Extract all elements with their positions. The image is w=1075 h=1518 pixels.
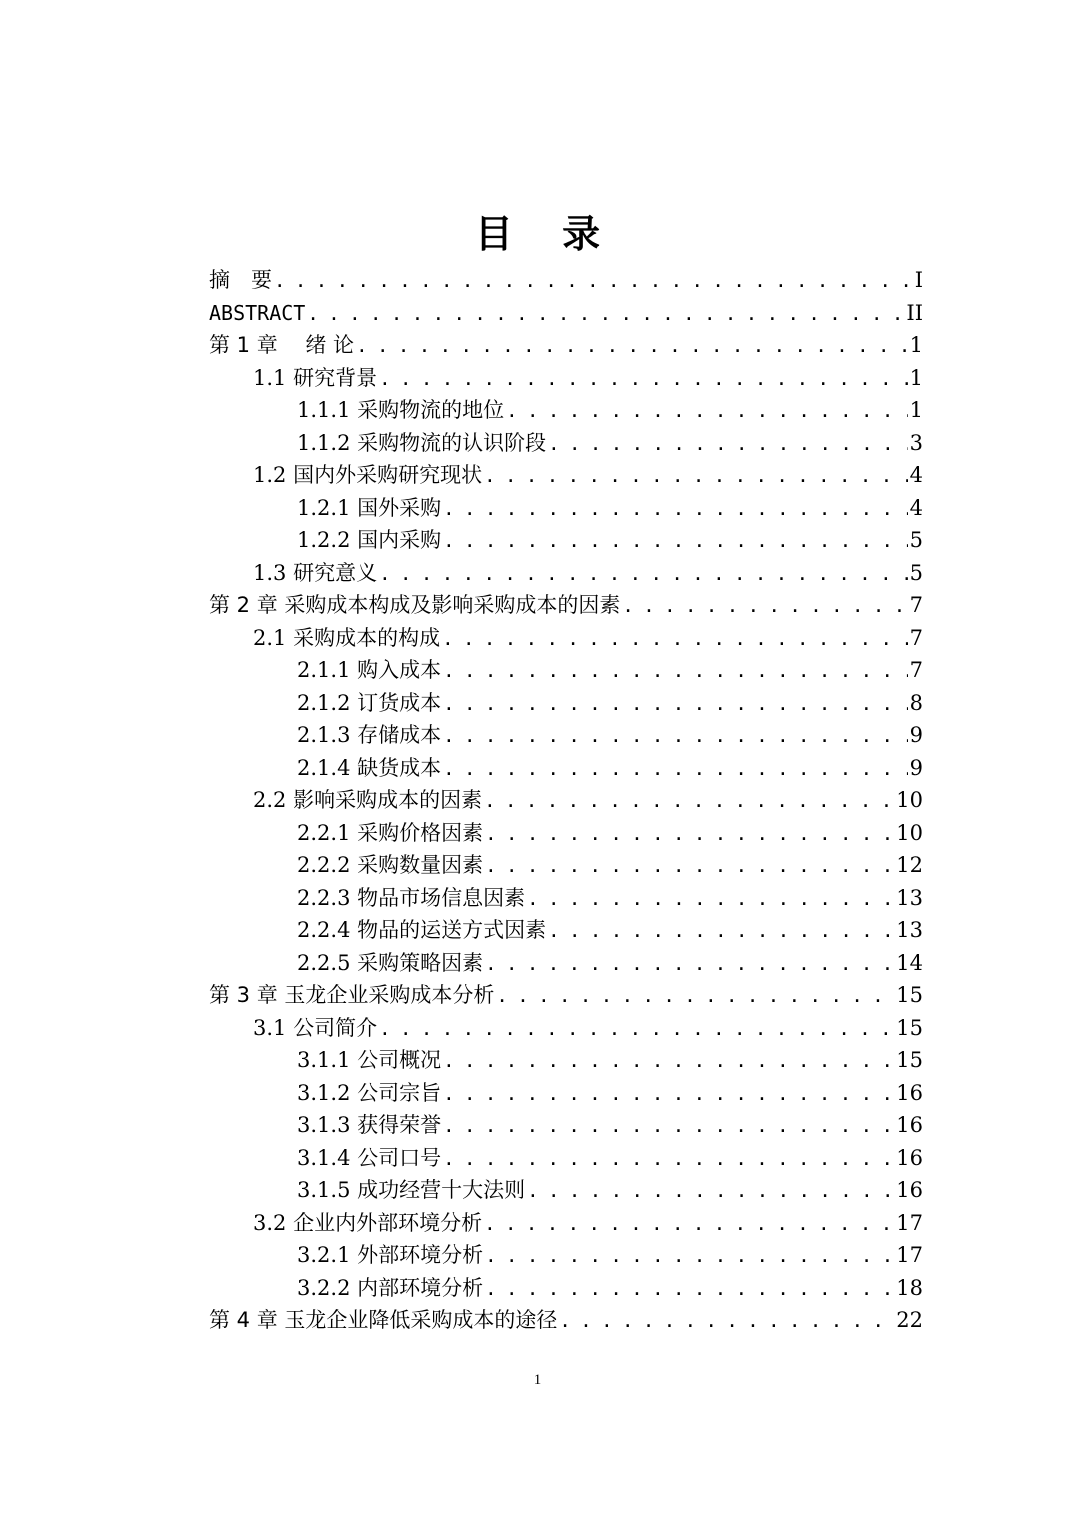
toc-entry[interactable] [209, 1207, 923, 1240]
toc-dot-leader [443, 1045, 894, 1078]
toc-dot-leader [443, 1143, 894, 1176]
toc-dot-leader [484, 1208, 894, 1241]
toc-entry-label: 2.1.3 存储成本 [297, 723, 442, 747]
toc-dot-leader [548, 915, 894, 948]
toc-dot-leader [443, 720, 908, 753]
toc-entry-page: I [914, 268, 923, 292]
toc-entry-label: 2.2.5 采购策略因素 [297, 950, 484, 975]
toc-entry[interactable] [209, 622, 923, 655]
toc-entry-page: 13 [896, 918, 923, 942]
toc-entry-page: 4 [909, 463, 923, 487]
toc-entry-page: 16 [896, 1080, 923, 1105]
toc-entry-label: 1.3 研究意义 [253, 560, 378, 585]
toc-entry-label: 2.2.2 采购数量因素 [297, 853, 484, 877]
toc-dot-leader [379, 363, 908, 396]
toc-entry[interactable] [209, 947, 923, 980]
toc-entry-page: 17 [896, 1243, 923, 1267]
toc-entry-page: 5 [909, 528, 923, 552]
toc-dot-leader [356, 330, 908, 363]
toc-entry[interactable] [209, 524, 923, 557]
toc-entry-page: 7 [909, 658, 923, 682]
toc-entry-label: 2.2.4 物品的运送方式因素 [297, 918, 547, 942]
toc-entry-page: 10 [896, 820, 923, 845]
toc-dot-leader [485, 850, 894, 883]
toc-entry-label: 摘 要 [209, 268, 272, 292]
toc-entry-page: 3 [909, 430, 923, 455]
toc-entry[interactable] [209, 264, 923, 297]
toc-entry[interactable] [209, 687, 923, 720]
toc-entry-page: 22 [896, 1308, 923, 1332]
toc-entry-label: 2.1.2 订货成本 [297, 690, 442, 715]
toc-entry-page: 13 [896, 885, 923, 910]
toc-entry[interactable] [209, 459, 923, 492]
toc-dot-leader [485, 1240, 894, 1273]
toc-entry[interactable] [209, 362, 923, 395]
toc-dot-leader [443, 753, 908, 786]
toc-entry-label: 1.2.1 国外采购 [297, 495, 442, 520]
toc-entry-page: 16 [896, 1145, 923, 1170]
toc-entry-page: 15 [896, 983, 923, 1007]
toc-entry-label: 3.1.1 公司概况 [297, 1048, 442, 1072]
toc-entry[interactable] [209, 1109, 923, 1142]
toc-entry-label: 第 1 章 绪 论 [209, 333, 355, 357]
toc-dot-leader [548, 428, 908, 461]
toc-entry[interactable] [209, 1044, 923, 1077]
toc-dot-leader [527, 883, 894, 916]
toc-dot-leader [559, 1305, 894, 1338]
toc-entry[interactable] [209, 849, 923, 882]
toc-entry-label: 3.1.3 获得荣誉 [297, 1113, 442, 1137]
toc-dot-leader [622, 590, 907, 623]
toc-entry-page: 1 [909, 398, 923, 422]
toc-entry[interactable] [209, 557, 923, 590]
toc-dot-leader [443, 493, 908, 526]
toc-dot-leader [443, 655, 908, 688]
toc-entry-label: 2.2 影响采购成本的因素 [253, 788, 483, 812]
toc-dot-leader [484, 460, 908, 493]
toc-dot-leader [442, 623, 908, 656]
toc-entry[interactable] [209, 1012, 923, 1045]
toc-entry-page: 15 [896, 1048, 923, 1072]
toc-entry[interactable] [209, 1077, 923, 1110]
toc-entry[interactable] [209, 979, 923, 1012]
toc-entry-label: 3.1.5 成功经营十大法则 [297, 1178, 526, 1202]
toc-entry[interactable] [209, 589, 923, 622]
toc-entry-page: 4 [909, 495, 923, 520]
toc-entry[interactable] [209, 752, 923, 785]
toc-entry-page: 14 [896, 950, 923, 975]
toc-dot-leader [527, 1175, 894, 1208]
toc-dot-leader [379, 558, 908, 591]
toc-entry-label: 2.2.3 物品市场信息因素 [297, 885, 526, 910]
toc-entry[interactable] [209, 1174, 923, 1207]
toc-dot-leader [379, 1013, 894, 1046]
toc-entry-label: 1.2.2 国内采购 [297, 528, 442, 552]
toc-entry-page: 16 [896, 1113, 923, 1137]
toc-entry-label: 第 4 章 玉龙企业降低采购成本的途径 [209, 1308, 558, 1332]
toc-entry-label: ABSTRACT [209, 300, 306, 325]
toc-entry[interactable] [209, 492, 923, 525]
toc-entry[interactable] [209, 297, 923, 330]
toc-dot-leader [274, 265, 913, 298]
toc-entry-label: 2.2.1 采购价格因素 [297, 820, 484, 845]
toc-entry[interactable] [209, 394, 923, 427]
toc-entry-label: 1.1.1 采购物流的地位 [297, 398, 505, 422]
toc-entry-page: 18 [896, 1275, 923, 1300]
toc-entry-page: II [906, 300, 923, 325]
toc-entry-page: 8 [909, 690, 923, 715]
toc-dot-leader [484, 785, 894, 818]
toc-dot-leader [443, 1078, 894, 1111]
toc-dot-leader [506, 395, 908, 428]
page-title: 目 录 [474, 212, 619, 256]
toc-entry-page: 1 [909, 365, 923, 390]
toc-dot-leader [485, 818, 894, 851]
toc-entry-page: 7 [909, 593, 923, 617]
toc-dot-leader [307, 298, 904, 331]
toc-entry-label: 2.1.1 购入成本 [297, 658, 442, 682]
toc-dot-leader [443, 688, 908, 721]
toc-entry[interactable] [209, 1304, 923, 1337]
toc-entry-label: 2.1 采购成本的构成 [253, 625, 441, 650]
toc-entry-label: 1.1.2 采购物流的认识阶段 [297, 430, 547, 455]
toc-entry[interactable] [209, 1272, 923, 1305]
toc-entry[interactable] [209, 1239, 923, 1272]
toc-dot-leader [485, 1273, 894, 1306]
toc-entry[interactable] [209, 329, 923, 362]
toc-entry[interactable] [209, 882, 923, 915]
toc-dot-leader [443, 525, 908, 558]
toc-dot-leader [443, 1110, 894, 1143]
toc-entry-page: 10 [896, 788, 923, 812]
toc-entry[interactable] [209, 719, 923, 752]
toc-entry[interactable] [209, 1142, 923, 1175]
toc-entry-page: 17 [896, 1210, 923, 1235]
toc-entry-label: 1.1 研究背景 [253, 365, 378, 390]
toc-entry-page: 1 [909, 333, 923, 357]
toc-entry[interactable] [209, 817, 923, 850]
toc-dot-leader [496, 980, 894, 1013]
toc-entry-label: 3.2 企业内外部环境分析 [253, 1210, 483, 1235]
toc-entry-page: 9 [909, 755, 923, 780]
toc-dot-leader [485, 948, 894, 981]
toc-entry[interactable] [209, 654, 923, 687]
toc-entry-label: 1.2 国内外采购研究现状 [253, 463, 483, 487]
toc-entry-page: 16 [896, 1178, 923, 1202]
toc-entry-label: 3.2.1 外部环境分析 [297, 1243, 484, 1267]
toc-entry[interactable] [209, 914, 923, 947]
toc-entry-label: 第 2 章 采购成本构成及影响采购成本的因素 [209, 593, 621, 617]
toc-entry-page: 9 [909, 723, 923, 747]
toc-entry-page: 7 [909, 625, 923, 650]
toc-entry[interactable] [209, 427, 923, 460]
toc-entry-label: 3.1 公司简介 [253, 1015, 378, 1040]
toc-entry-label: 3.2.2 内部环境分析 [297, 1275, 484, 1300]
toc-entry-label: 3.1.2 公司宗旨 [297, 1080, 442, 1105]
toc-entry[interactable] [209, 784, 923, 817]
toc-entry-page: 15 [896, 1015, 923, 1040]
page-number: 1 [533, 1372, 542, 1388]
toc-entry-label: 第 3 章 玉龙企业采购成本分析 [209, 983, 495, 1007]
toc-entry-label: 2.1.4 缺货成本 [297, 755, 442, 780]
toc-entry-label: 3.1.4 公司口号 [297, 1145, 442, 1170]
toc-entry-page: 12 [896, 853, 923, 877]
table-of-contents [209, 264, 923, 1337]
toc-entry-page: 5 [909, 560, 923, 585]
